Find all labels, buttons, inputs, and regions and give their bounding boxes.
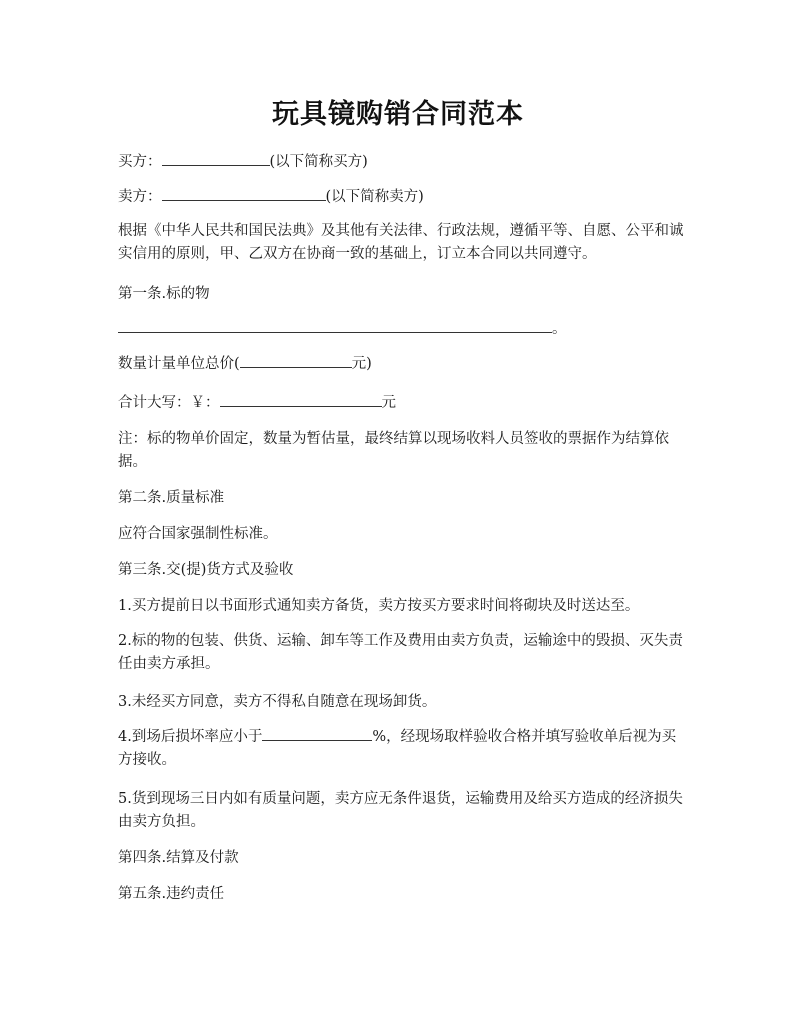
subject-blank-end: 。 (552, 321, 567, 337)
quantity-label: 数量计量单位总价( (118, 356, 240, 372)
clause-3: 3.未经买方同意，卖方不得私自随意在现场卸货。 (118, 694, 437, 710)
note-paragraph: 注：标的物单价固定，数量为暂估量，最终结算以现场收料人员签收的票据作为结算依据。 (118, 431, 669, 470)
buyer-suffix: (以下简称买方) (269, 154, 368, 170)
subject-blank (118, 318, 552, 333)
seller-blank (162, 186, 326, 201)
article1-blank-line (118, 318, 688, 339)
total-suffix: 元 (381, 395, 396, 411)
clause-4-suffix: %，经现场取样验收合格并填写验收单后视为买方接收。 (118, 729, 677, 768)
buyer-blank (162, 151, 270, 166)
article4-heading: 第四条.结算及付款 (118, 850, 239, 866)
document-title: 玩具镜购销合同范本 (272, 99, 524, 130)
seller-suffix: (以下简称卖方) (325, 189, 424, 205)
total-label: 合计大写：￥： (118, 395, 220, 411)
clause-5: 5.货到现场三日内如有质量问题，卖方应无条件退货，运输费用及给买方造成的经济损失由卖方负担。 (118, 791, 683, 830)
clause-2: 2.标的物的包装、供货、运输、卸车等工作及费用由卖方负责，运输途中的毁损、灭失责任由卖方承担。 (118, 633, 683, 672)
clause-4-prefix: 4.到场后损坏率应小于 (118, 729, 263, 745)
quantity-suffix: 元) (351, 356, 372, 372)
preamble-paragraph: 根据《中华人民共和国民法典》及其他有关法律、行政法规，遵循平等、自愿、公平和诚实信用的原则，甲、乙双方在协商一致的基础上，订立本合同以共同遵守。 (118, 223, 684, 262)
clause-1: 1.买方提前日以书面形式通知卖方备货，卖方按买方要求时间将砌块及时送达至。 (118, 598, 640, 614)
quantity-blank (240, 353, 352, 368)
buyer-label: 买方： (118, 154, 162, 170)
damage-rate-blank (262, 726, 372, 741)
seller-line (118, 186, 688, 207)
buyer-line (118, 151, 688, 172)
article2-heading: 第二条.质量标准 (118, 490, 225, 506)
seller-label: 卖方： (118, 189, 162, 205)
article5-heading: 第五条.违约责任 (118, 886, 225, 902)
total-blank (220, 392, 382, 407)
article1-heading: 第一条.标的物 (118, 286, 210, 302)
article3-heading: 第三条.交(提)货方式及验收 (118, 562, 294, 578)
clause-4 (118, 726, 688, 772)
article2-body: 应符合国家强制性标准。 (118, 526, 278, 542)
quantity-line (118, 353, 688, 374)
total-line (118, 392, 688, 413)
